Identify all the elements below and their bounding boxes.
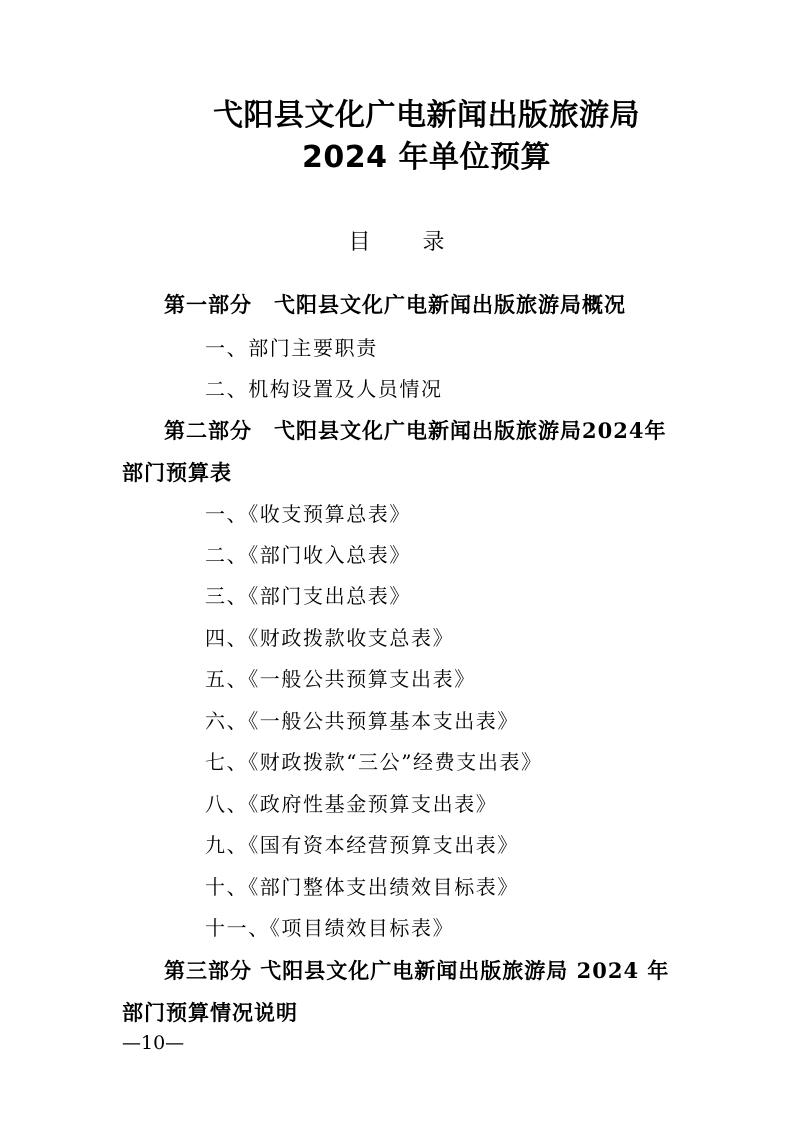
toc-item: 八、《政府性基金预算支出表》: [205, 792, 498, 816]
toc-item: 二、《部门收入总表》: [205, 543, 411, 567]
toc-item: 九、《国有资本经营预算支出表》: [205, 833, 519, 857]
toc-part-1-label: 第一部分 弋阳县文化广电新闻出版旅游局概况: [164, 292, 626, 317]
toc-heading: [0, 228, 793, 258]
toc-item: 一、《收支预算总表》: [205, 502, 411, 526]
toc-item: 十、《部门整体支出绩效目标表》: [205, 875, 519, 899]
toc-item: 七、《财政拨款“三公”经费支出表》: [205, 750, 543, 774]
toc-part-2: [122, 410, 682, 494]
toc-item: 二、机构设置及人员情况: [205, 377, 443, 401]
toc-item: 十一、《项目绩效目标表》: [205, 916, 455, 940]
toc-heading-char-2: 录: [422, 230, 445, 255]
toc-part-3-label: 第三部分 弋阳县文化广电新闻出版旅游局 2024 年部门预算情况说明: [122, 958, 670, 1025]
page-number: —10—: [122, 1032, 185, 1054]
toc-part-2-label: 第二部分 弋阳县文化广电新闻出版旅游局2024年部门预算表: [122, 418, 667, 485]
toc-item: 三、《部门支出总表》: [205, 584, 411, 608]
document-subtitle: 2024 年单位预算: [302, 140, 551, 175]
toc-item: 一、部门主要职责: [205, 336, 378, 360]
toc-item: 四、《财政拨款收支总表》: [205, 626, 455, 650]
document-title: 弋阳县文化广电新闻出版旅游局: [213, 98, 640, 133]
toc-part-3: [122, 950, 682, 1034]
toc-heading-char-1: 目: [348, 230, 371, 255]
toc-item: 五、《一般公共预算支出表》: [205, 667, 476, 691]
toc-item: 六、《一般公共预算基本支出表》: [205, 709, 519, 733]
toc-part-1: [122, 284, 682, 326]
